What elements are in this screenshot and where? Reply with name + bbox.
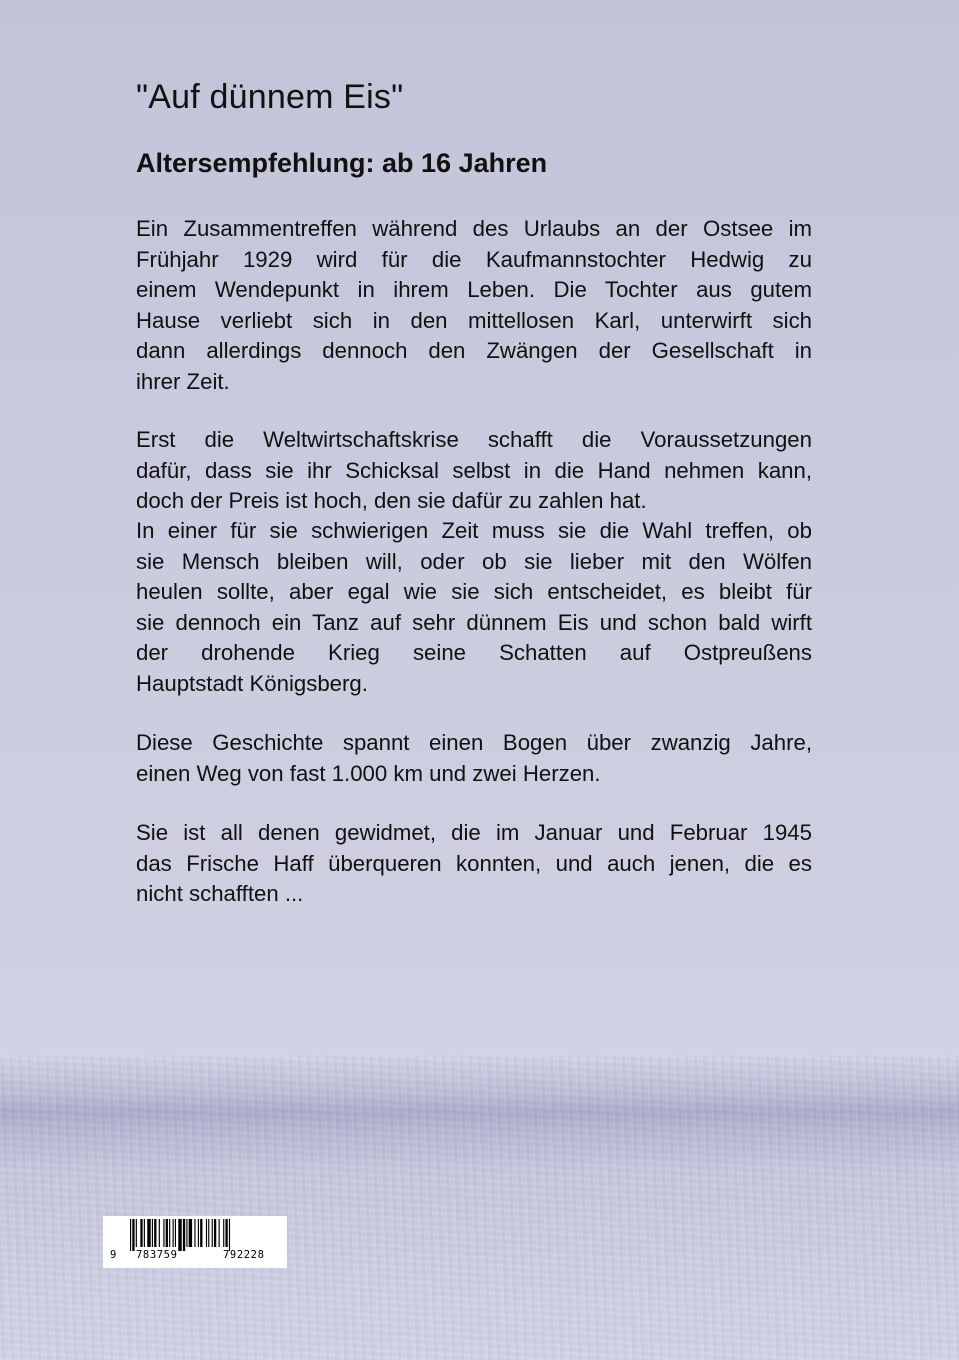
book-title: "Auf dünnem Eis" <box>136 78 404 116</box>
barcode-bar <box>183 1219 185 1251</box>
barcode-bar <box>208 1219 209 1247</box>
barcode-bar <box>169 1219 170 1247</box>
ice-surface <box>0 1055 959 1360</box>
barcode-bar <box>140 1219 142 1247</box>
barcode-bar <box>206 1219 207 1247</box>
paragraph-story <box>136 728 812 789</box>
text-line: Frühjahr 1929 wird für die Kaufmannstochter Hedwig zu <box>136 246 812 272</box>
barcode-bar <box>154 1219 156 1247</box>
barcode-bar <box>223 1219 224 1247</box>
paragraph-choice <box>136 516 812 699</box>
barcode-bar <box>229 1219 230 1251</box>
barcode-bar <box>200 1219 202 1247</box>
text-line: doch der Preis ist hoch, den sie dafür zu zahlen hat. <box>136 488 647 513</box>
barcode-digit-first: 9 <box>110 1249 117 1261</box>
barcode-bar <box>219 1219 220 1247</box>
text-line: Hauptstadt Königsberg. <box>136 670 368 696</box>
text-line: In einer für sie schwierigen Zeit muss sie die Wahl treffen, ob <box>136 518 812 543</box>
paragraph-intro <box>136 214 812 397</box>
text-line: dafür, dass sie ihr Schicksal selbst in die Hand nehmen kann, <box>136 457 812 483</box>
text-line: Sie ist all denen gewidmet, die im Januar und Februar 1945 <box>136 820 812 845</box>
text-line: Ein Zusammentreffen während des Urlaubs an der Ostsee im <box>136 216 812 241</box>
barcode-bar <box>194 1219 195 1247</box>
barcode-bar <box>144 1219 145 1247</box>
barcode-bar <box>186 1219 187 1247</box>
text-line: dann allerdings dennoch den Zwängen der Gesellschaft in <box>136 338 812 363</box>
barcode-bar <box>198 1219 199 1247</box>
barcode-bar <box>212 1219 213 1247</box>
text-line: heulen sollte, aber egal wie sie sich entscheidet, es bleibt für <box>136 579 812 604</box>
age-recommendation: Altersempfehlung: ab 16 Jahren <box>136 148 548 178</box>
text-line: der drohende Krieg seine Schatten auf Ostpreußens <box>136 640 812 665</box>
text-line: einen Weg von fast 1.000 km und zwei Herzen. <box>136 760 601 786</box>
barcode-bar <box>147 1219 150 1247</box>
text-line: sie Mensch bleiben will, oder ob sie lieber mit den Wölfen <box>136 548 812 574</box>
barcode-bar <box>173 1219 174 1247</box>
paragraph-dedication <box>136 818 812 910</box>
barcode-bar <box>130 1219 131 1251</box>
barcode-bar <box>166 1219 168 1247</box>
barcode-group-1: 783759 <box>136 1249 178 1261</box>
barcode-bar <box>163 1219 164 1247</box>
text-line: einem Wendepunkt in ihrem Leben. Die Tochter aus gutem <box>136 277 812 302</box>
barcode-bar <box>189 1219 192 1247</box>
barcode-group-2: 792228 <box>223 1249 265 1261</box>
paragraph-crisis <box>136 425 812 517</box>
barcode-bar <box>225 1219 227 1247</box>
text-line: nicht schafften ... <box>136 881 304 906</box>
text-line: Erst die Weltwirtschaftskrise schafft die Voraussetzungen <box>136 427 812 452</box>
barcode-bar <box>175 1219 176 1247</box>
isbn-barcode <box>103 1216 287 1268</box>
barcode-bar <box>178 1219 181 1251</box>
barcode-bar <box>152 1219 153 1247</box>
text-line: das Frische Haff überqueren konnten, und auch jenen, die es <box>136 850 812 876</box>
text-line: sie dennoch ein Tanz auf sehr dünnem Eis und schon bald wirft <box>136 609 812 635</box>
barcode-bar <box>214 1219 216 1247</box>
text-line: Diese Geschichte spannt einen Bogen über zwanzig Jahre, <box>136 730 812 755</box>
barcode-bar <box>132 1219 134 1251</box>
barcode-bar <box>136 1219 137 1247</box>
text-line: ihrer Zeit. <box>136 368 230 394</box>
barcode-bar <box>159 1219 160 1247</box>
text-line: Hause verliebt sich in den mittellosen Karl, unterwirft sich <box>136 307 812 333</box>
